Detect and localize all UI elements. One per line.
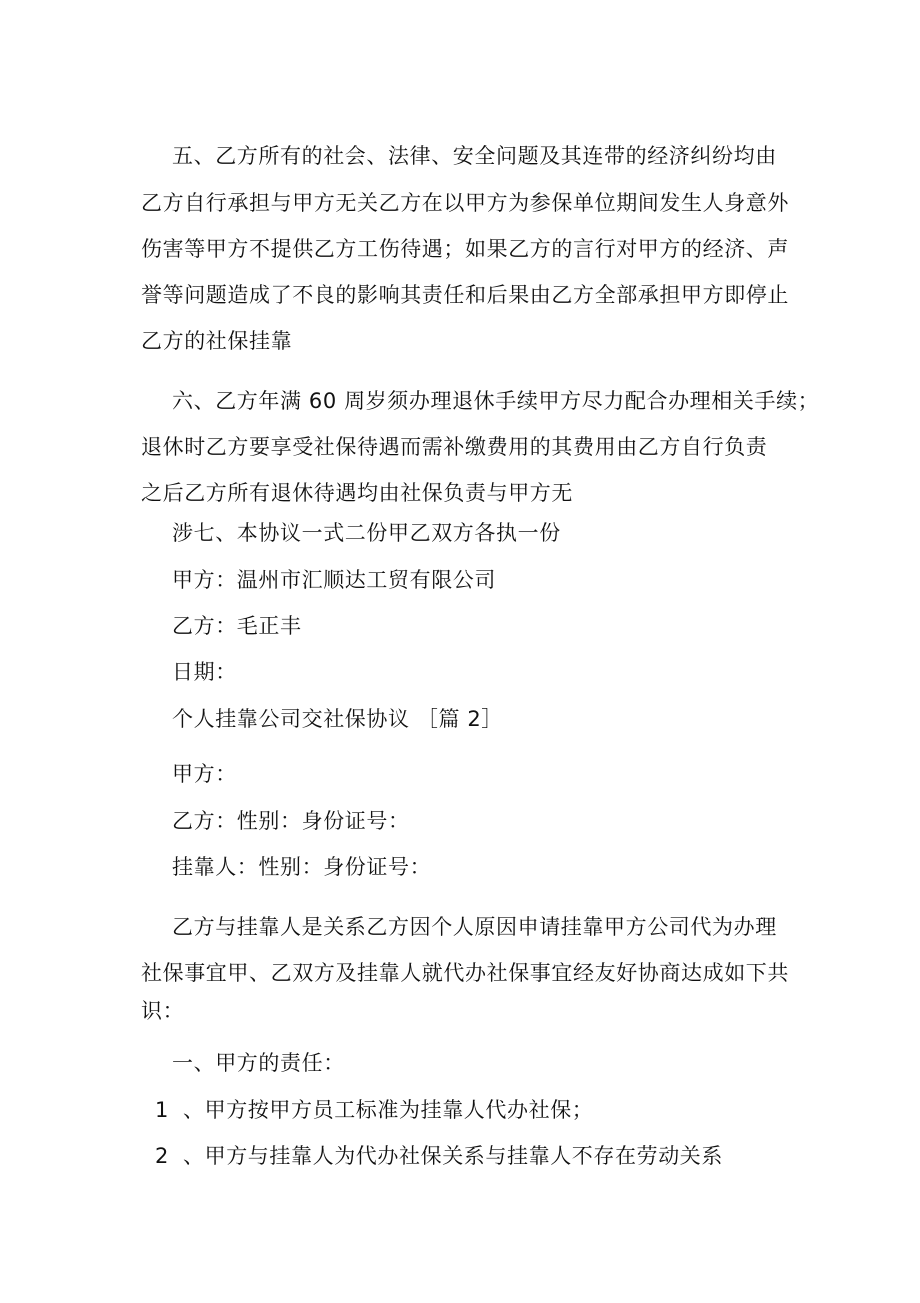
s6-line-3: 之后乙方所有退休待遇均由社保负责与甲方无 <box>141 481 573 505</box>
intro-line-2: 社保事宜甲、乙双方及挂靠人就代办社保事宜经友好协商达成如下共 <box>141 961 789 985</box>
party-a-2: 甲方： <box>172 762 237 786</box>
duty-item-1 <box>155 1097 593 1123</box>
s5-line-2: 乙方自行承担与甲方无关乙方在以甲方为参保单位期间发生人身意外 <box>141 191 789 215</box>
intro-line-3: 识： <box>141 999 185 1023</box>
party-b-2: 乙方：性别：身份证号： <box>172 809 410 833</box>
s5-line-3: 伤害等甲方不提供乙方工伤待遇；如果乙方的言行对甲方的经济、声 <box>141 237 789 261</box>
date-label: 日期： <box>172 660 237 684</box>
party-b: 乙方：毛正丰 <box>172 614 302 638</box>
s5-line-1: 五、乙方所有的社会、法律、安全问题及其连带的经济纠纷均由 <box>172 144 777 168</box>
duty-num-1: 1 <box>155 1098 169 1122</box>
party-a: 甲方：温州市汇顺达工贸有限公司 <box>172 568 496 592</box>
affiliate-line: 挂靠人：性别：身份证号： <box>172 855 432 879</box>
duty-num-2: 2 <box>155 1144 169 1168</box>
intro-line-1: 乙方与挂靠人是关系乙方因个人原因申请挂靠甲方公司代为办理 <box>172 915 777 939</box>
s5-line-4: 誉等问题造成了不良的影响其责任和后果由乙方全部承担甲方即停止 <box>141 283 789 307</box>
duty-item-2 <box>155 1143 723 1169</box>
s6-line-1: 六、乙方年满 60 周岁须办理退休手续甲方尽力配合办理相关手续； <box>172 389 820 413</box>
s5-line-5: 乙方的社保挂靠 <box>141 329 293 353</box>
s7-line: 涉七、本协议一式二份甲乙双方各执一份 <box>172 521 561 545</box>
heading-part-2: 个人挂靠公司交社保协议 ［篇 2］ <box>172 707 503 731</box>
duties-heading: 一、甲方的责任： <box>172 1051 345 1075</box>
duty-text-1: 、甲方按甲方员工标准为挂靠人代办社保； <box>183 1098 594 1122</box>
duty-text-2: 、甲方与挂靠人为代办社保关系与挂靠人不存在劳动关系 <box>183 1144 723 1168</box>
s6-line-2: 退休时乙方要享受社保待遇而需补缴费用的其费用由乙方自行负责 <box>141 435 768 459</box>
